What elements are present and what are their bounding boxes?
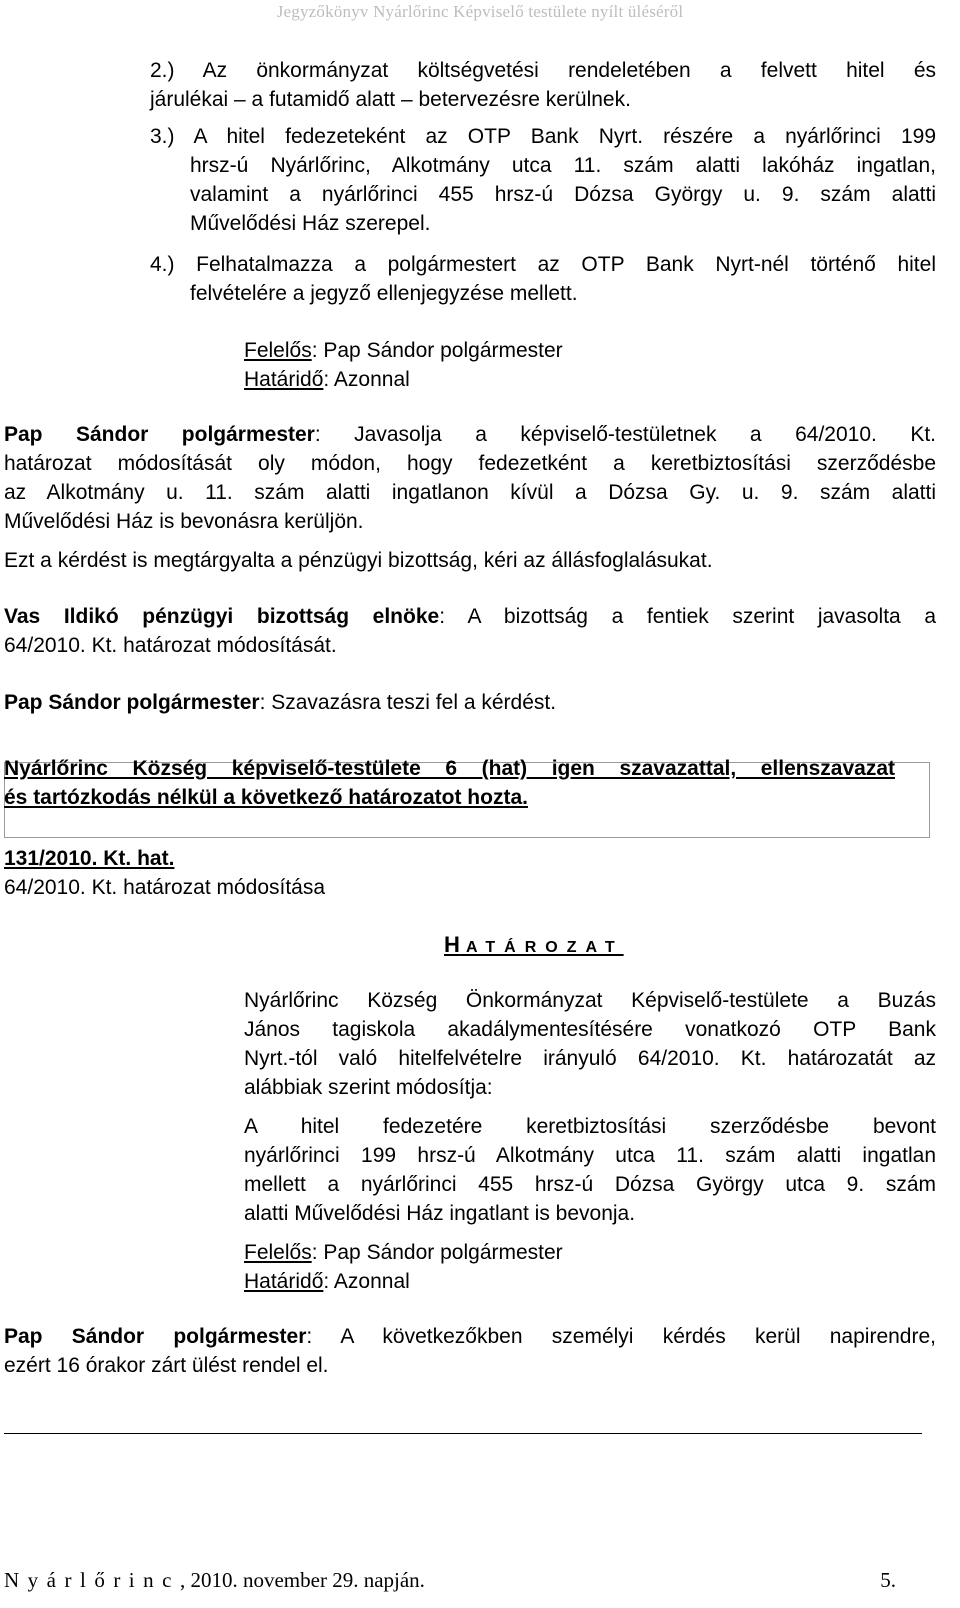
deadline-line xyxy=(244,365,844,394)
closing-rule xyxy=(4,1433,922,1434)
mayor-speech-closed-session xyxy=(4,1322,936,1380)
deadline-line xyxy=(244,1267,844,1296)
resolution-subject: 64/2010. Kt. határozat módosítása xyxy=(4,876,326,899)
text-line: valamint a nyárlőrinci 455 hrsz-ú Dózsa György u. 9. szám alatti xyxy=(190,183,936,206)
title-initial: H xyxy=(444,932,460,957)
speaker-name: Pap Sándor polgármester xyxy=(4,1325,307,1348)
resolution-title xyxy=(444,932,624,958)
deadline-label: Határidő xyxy=(244,1270,324,1293)
text-line: alábbiak szerint módosítja: xyxy=(244,1076,493,1099)
text-line: járulékai – a futamidő alatt – betervezésre kerülnek. xyxy=(150,88,631,111)
deadline-value: : Azonnal xyxy=(323,1270,410,1293)
text-line: ezért 16 órakor zárt ülést rendel el. xyxy=(4,1354,329,1377)
text-line: Művelődési Ház is bevonásra kerüljön. xyxy=(4,510,364,533)
deadline-value: : Azonnal xyxy=(323,368,410,391)
text-line xyxy=(4,420,936,449)
responsible-value: : Pap Sándor polgármester xyxy=(311,1241,563,1264)
text-line: 4.) Felhatalmazza a polgármestert az OTP Bank Nyrt-nél történő hitel xyxy=(150,253,936,276)
resolution-body-intro xyxy=(244,986,936,1102)
resolution-item-4 xyxy=(150,250,936,308)
text-line: János tagiskola akadálymentesítésére vonatkozó OTP Bank xyxy=(244,1018,936,1041)
text-line: Nyrt.-tól való hitelfelvételre irányuló 64/2010. Kt. határozatát az xyxy=(244,1047,936,1070)
text-line xyxy=(4,688,936,717)
text-line: felvételére a jegyző ellenjegyzése mellett. xyxy=(190,282,578,305)
responsibility-block xyxy=(244,336,844,394)
responsible-label: Felelős xyxy=(244,1241,312,1264)
speaker-name: Vas Ildikó pénzügyi bizottság elnöke xyxy=(4,605,440,628)
text-line: határozat módosítását oly módon, hogy fedezetként a keretbiztosítási szerződésbe xyxy=(4,452,936,475)
text-line: mellett a nyárlőrinci 455 hrsz-ú Dózsa György utca 9. szám xyxy=(244,1173,936,1196)
text-line: alatti Művelődési Ház ingatlant is bevonja. xyxy=(244,1202,636,1225)
mayor-speech-vote xyxy=(4,688,936,717)
text-line: Nyárlőrinc Község Önkormányzat Képviselő-testülete a Buzás xyxy=(244,989,936,1012)
resolution-heading xyxy=(4,844,604,902)
speech-text: : A bizottság a fentiek szerint javasolta a xyxy=(439,605,936,628)
resolution-number: 131/2010. Kt. hat. xyxy=(4,847,175,870)
footer-date: , 2010. november 29. napján. xyxy=(179,1568,425,1592)
text-line xyxy=(4,1322,936,1351)
resolution-item-3 xyxy=(150,122,936,238)
text-line: 64/2010. Kt. határozat módosítását. xyxy=(4,634,337,657)
responsibility-block xyxy=(244,1238,844,1296)
text-line: Ezt a kérdést is megtárgyalta a pénzügyi bizottság, kéri az állásfoglalásukat. xyxy=(4,549,713,572)
page-header: Jegyzőkönyv Nyárlőrinc Képviselő testülete nyílt üléséről xyxy=(276,2,684,21)
deadline-label: Határidő xyxy=(244,368,324,391)
text-line: 2.) Az önkormányzat költségvetési rendeletében a felvett hitel és xyxy=(150,59,936,82)
text-line: az Alkotmány u. 11. szám alatti ingatlanon kívül a Dózsa Gy. u. 9. szám alatti xyxy=(4,481,936,504)
text-line: Művelődési Ház szerepel. xyxy=(190,212,431,235)
footer-place-date xyxy=(4,1568,425,1593)
text-line: és tartózkodás nélkül a következő határozatot hozta. xyxy=(4,786,528,809)
text-line xyxy=(4,602,936,631)
vote-result-text xyxy=(4,754,895,812)
resolution-item-2 xyxy=(150,56,936,114)
text-line: 3.) A hitel fedezeteként az OTP Bank Nyrt. részére a nyárlőrinci 199 xyxy=(150,125,936,148)
resolution-body-decision xyxy=(244,1112,936,1228)
page-number: 5. xyxy=(880,1568,896,1592)
mayor-speech-proposal xyxy=(4,420,936,536)
text-line: nyárlőrinci 199 hrsz-ú Alkotmány utca 11. szám alatti ingatlan xyxy=(244,1144,936,1167)
responsible-line xyxy=(244,1238,844,1267)
footer-town: Nyárlőrinc xyxy=(4,1568,180,1592)
committee-chair-speech xyxy=(4,602,936,660)
text-line: A hitel fedezetére keretbiztosítási szerződésbe bevont xyxy=(244,1115,936,1138)
title-rest: ATÁROZAT xyxy=(466,939,624,956)
speech-text: : Javasolja a képviselő-testületnek a 64/2010. Kt. xyxy=(314,423,936,446)
speaker-name: Pap Sándor polgármester xyxy=(4,691,260,714)
text-line: Nyárlőrinc Község képviselő-testülete 6 (hat) igen szavazattal, ellenszavazat xyxy=(4,757,895,780)
page-footer xyxy=(4,1568,896,1593)
committee-paragraph xyxy=(4,546,936,575)
responsible-line xyxy=(244,336,844,365)
responsible-label: Felelős xyxy=(244,339,312,362)
text-line: hrsz-ú Nyárlőrinc, Alkotmány utca 11. szám alatti lakóház ingatlan, xyxy=(190,154,936,177)
speech-text: : Szavazásra teszi fel a kérdést. xyxy=(259,691,557,714)
speech-text: : A következőkben személyi kérdés kerül napirendre, xyxy=(306,1325,936,1348)
responsible-value: : Pap Sándor polgármester xyxy=(311,339,563,362)
speaker-name: Pap Sándor polgármester xyxy=(4,423,315,446)
